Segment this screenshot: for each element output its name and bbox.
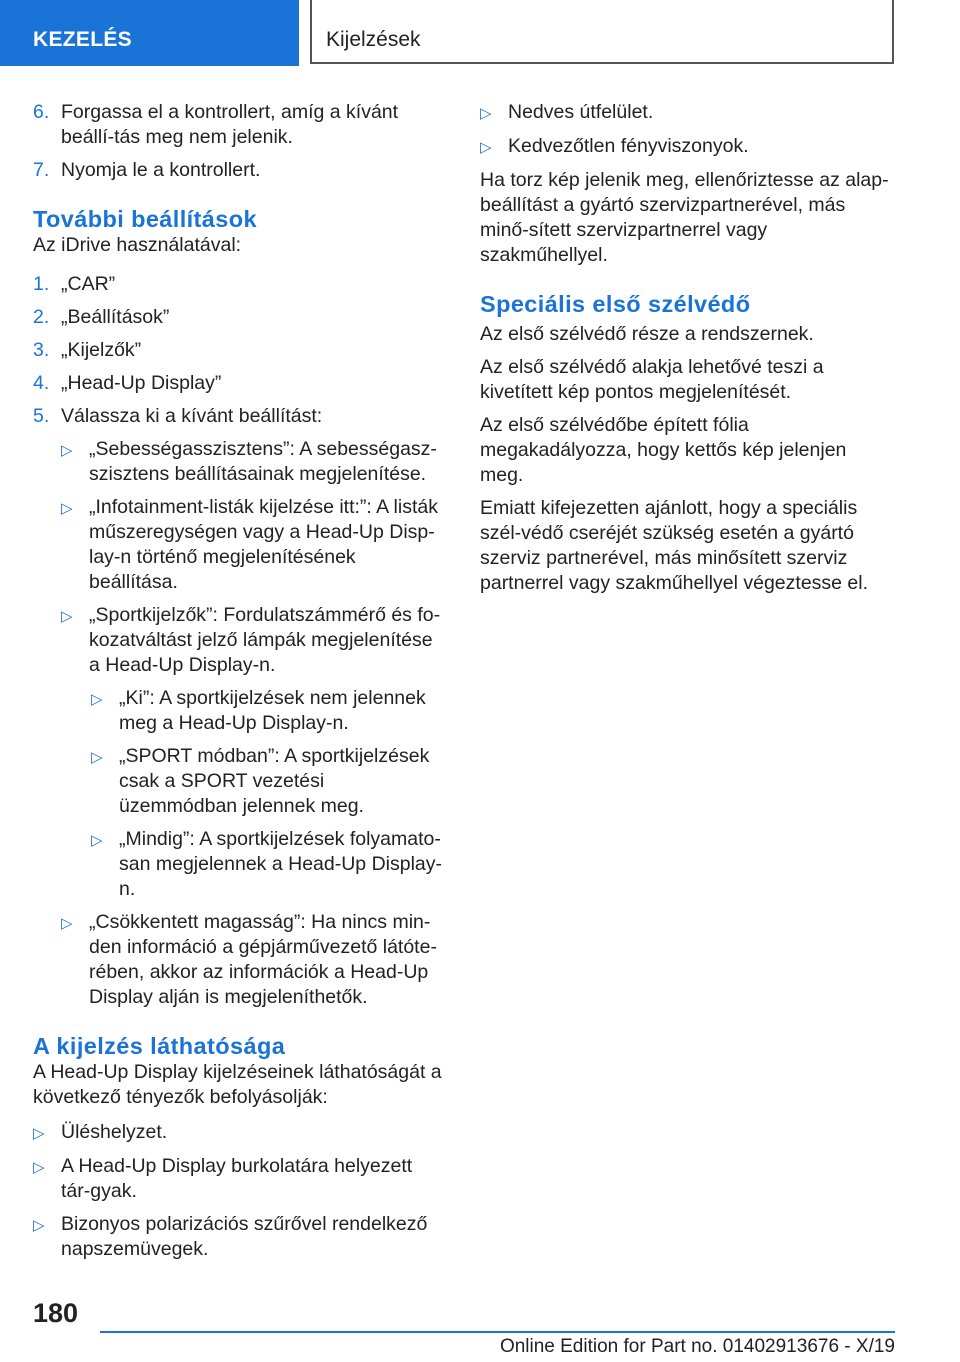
footer-edition: Online Edition for Part no. 01402913676 - X/19 — [499, 1336, 895, 1357]
list-item — [61, 910, 443, 1010]
list-item — [61, 495, 443, 595]
step-text: „Beállítások” — [61, 306, 170, 328]
right-column — [480, 100, 895, 604]
list-item-text: „Csökkentett magasság”: Ha nincs min-den információ a gépjárművezető látóte-rében, akkor az információk a Head-Up Display alján is megjeleníthetők. — [89, 911, 437, 1008]
triangle-bullet-icon: ▷ — [33, 1217, 45, 1234]
list-item — [33, 1212, 443, 1262]
list-item — [61, 603, 443, 678]
list-item — [91, 686, 443, 736]
step-number: 2. — [33, 306, 50, 328]
step-text: Forgassa el a kontrollert, amíg a kívánt beállí-tás meg nem jelenik. — [61, 101, 399, 148]
header-chapter-box — [310, 0, 894, 64]
list-item-text: A Head-Up Display burkolatára helyezett tár-gyak. — [61, 1155, 413, 1202]
paragraph: Az iDrive használatával: — [33, 234, 242, 256]
list-item-text: Üléshelyzet. — [61, 1121, 168, 1143]
step-item — [33, 272, 443, 297]
step-number: 5. — [33, 405, 50, 427]
step-text: Nyomja le a kontrollert. — [61, 159, 261, 181]
list-item — [33, 1120, 443, 1146]
step-number: 4. — [33, 372, 50, 394]
list-item-text: Kedvezőtlen fényviszonyok. — [508, 135, 749, 157]
list-item — [480, 134, 895, 160]
triangle-bullet-icon: ▷ — [33, 1159, 45, 1176]
list-item — [91, 827, 443, 902]
list-item-text: „Sportkijelzők”: Fordulatszámmérő és fo-kozatváltást jelző lámpák megjelenítése a Head-Up Display-n. — [89, 604, 441, 676]
left-column — [33, 100, 443, 1270]
triangle-bullet-icon: ▷ — [91, 691, 103, 708]
list-item-text: „Sebességasszisztens”: A sebességasz-szisztens beállításainak megjelenítése. — [89, 438, 437, 485]
step-number: 6. — [33, 101, 50, 123]
list-item — [61, 437, 443, 487]
page-number: 180 — [33, 1298, 79, 1328]
step-number: 3. — [33, 339, 50, 361]
step-item — [33, 158, 443, 183]
triangle-bullet-icon: ▷ — [480, 105, 492, 122]
list-item-text: „SPORT módban”: A sportkijelzések csak a SPORT vezetési üzemmódban jelennek meg. — [119, 745, 430, 817]
step-item — [33, 305, 443, 330]
heading-further-settings: További beállítások — [33, 206, 257, 232]
triangle-bullet-icon: ▷ — [33, 1125, 45, 1142]
heading-display-visibility: A kijelzés láthatósága — [33, 1033, 286, 1059]
list-item-text: „Mindig”: A sportkijelzések folyamato-san megjelennek a Head-Up Display-n. — [119, 828, 442, 900]
step-item — [33, 371, 443, 396]
paragraph: Emiatt kifejezetten ajánlott, hogy a speciális szél-védő cseréjét szükség esetén a gyártó szerviz partnerével, más minősített szerviz partnerrel vagy szakműhellyel végeztesse el. — [480, 497, 869, 594]
step-number: 7. — [33, 159, 50, 181]
paragraph: Az első szélvédő alakja lehetővé teszi a kivetített kép pontos megjelenítését. — [480, 356, 824, 403]
list-item-text: „Infotainment-listák kijelzése itt:”: A listák műszeregységen vagy a Head-Up Disp-lay-n történő megjelenítésének beállítása. — [89, 496, 438, 593]
paragraph: Az első szélvédőbe épített fólia megakadályozza, hogy kettős kép jelenjen meg. — [480, 414, 847, 486]
heading-special-windshield: Speciális első szélvédő — [480, 291, 751, 317]
paragraph: Az első szélvédő része a rendszernek. — [480, 323, 814, 345]
list-item-text: „Ki”: A sportkijelzések nem jelennek meg a Head-Up Display-n. — [119, 687, 426, 734]
triangle-bullet-icon: ▷ — [91, 749, 103, 766]
paragraph: A Head-Up Display kijelzéseinek láthatóságát a következő tényezők befolyásolják: — [33, 1061, 442, 1108]
triangle-bullet-icon: ▷ — [61, 608, 73, 625]
section-title: KEZELÉS — [33, 28, 132, 51]
triangle-bullet-icon: ▷ — [61, 915, 73, 932]
step-item — [33, 100, 443, 150]
list-item — [33, 1154, 443, 1204]
header-section-tab — [0, 0, 299, 66]
step-text: „Kijelzők” — [61, 339, 142, 361]
step-text: „Head-Up Display” — [61, 372, 222, 394]
step-item — [33, 338, 443, 363]
list-item — [480, 100, 895, 126]
chapter-title: Kijelzések — [326, 28, 421, 51]
triangle-bullet-icon: ▷ — [61, 442, 73, 459]
triangle-bullet-icon: ▷ — [61, 500, 73, 517]
step-number: 1. — [33, 273, 50, 295]
list-item-text: Bizonyos polarizációs szűrővel rendelkező napszemüvegek. — [61, 1213, 428, 1260]
triangle-bullet-icon: ▷ — [91, 832, 103, 849]
step-text: „CAR” — [61, 273, 116, 295]
triangle-bullet-icon: ▷ — [480, 139, 492, 156]
list-item-text: Nedves útfelület. — [508, 101, 654, 123]
footer-divider — [100, 1331, 895, 1333]
step-item — [33, 404, 443, 429]
step-text: Válassza ki a kívánt beállítást: — [61, 405, 323, 427]
list-item — [91, 744, 443, 819]
paragraph: Ha torz kép jelenik meg, ellenőriztesse az alap-beállítást a gyártó szervizpartnerével, más minő-sített szervizpartnerrel vagy szakműhellyel. — [480, 169, 889, 266]
